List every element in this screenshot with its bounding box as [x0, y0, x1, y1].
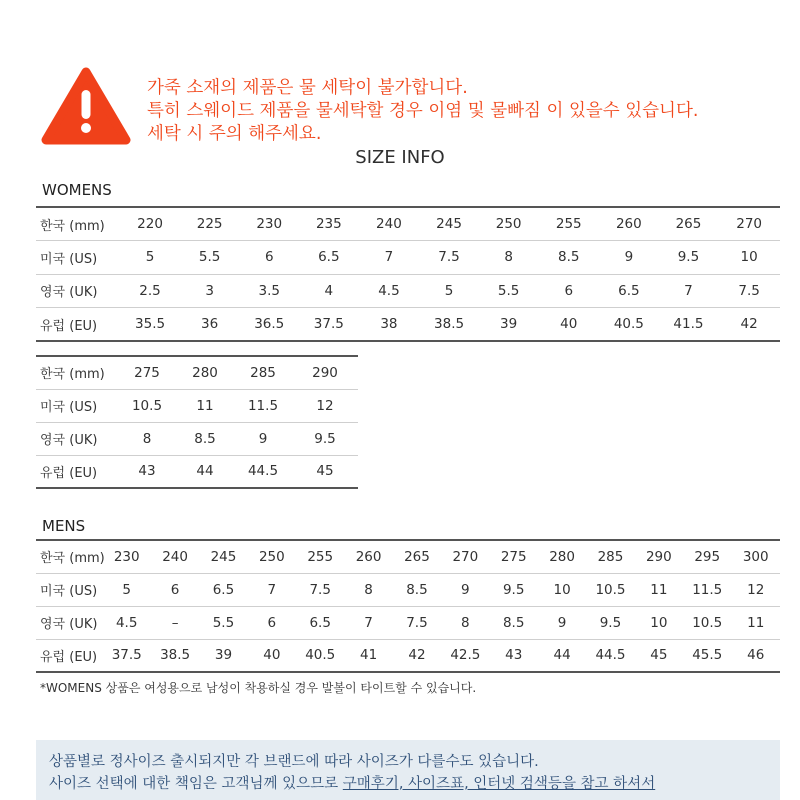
size-cell: 260 [344, 540, 392, 573]
size-cell: 8 [479, 241, 539, 275]
womens-size-table-2 [36, 355, 358, 489]
size-cell: 9 [599, 241, 659, 275]
size-cell: 10.5 [683, 606, 731, 639]
size-cell: 41 [360, 647, 378, 664]
size-cell: 280 [176, 356, 234, 389]
size-cell: 220 [120, 207, 180, 241]
size-row [36, 639, 780, 672]
size-cell: 245 [419, 207, 479, 241]
size-row-header: 한국 (mm) [36, 207, 120, 241]
size-cell: 44 [196, 463, 214, 480]
size-cell: 9.5 [659, 241, 719, 275]
size-cell: 39 [500, 316, 518, 332]
size-cell: 42 [408, 647, 426, 664]
size-row [36, 540, 780, 573]
size-cell: 225 [180, 207, 240, 241]
size-cell: 290 [635, 540, 683, 573]
size-cell: 265 [659, 207, 719, 241]
size-cell: 43 [505, 647, 523, 664]
size-info-title: SIZE INFO [355, 147, 445, 168]
size-cell: 7 [659, 274, 719, 308]
size-cell: 40 [560, 316, 578, 332]
size-cell: 37.5 [111, 647, 142, 664]
size-cell: 6.5 [599, 274, 659, 308]
size-row-header: 영국 (UK) [36, 606, 103, 639]
size-disclaimer-box [36, 740, 780, 800]
size-cell: 12 [292, 389, 358, 422]
size-cell: 8 [344, 573, 392, 606]
size-cell: 39 [214, 647, 233, 664]
size-cell: 265 [393, 540, 441, 573]
size-cell: 11 [176, 389, 234, 422]
size-cell: 35.5 [135, 316, 166, 332]
womens-label: WOMENS [42, 181, 112, 199]
size-cell: 7.5 [718, 274, 780, 308]
size-row-header: 영국 (UK) [36, 274, 120, 308]
size-row [36, 308, 780, 342]
size-cell: 255 [538, 207, 599, 241]
size-cell: 38.5 [160, 647, 191, 664]
size-cell: 9.5 [490, 573, 538, 606]
size-cell: 38.5 [434, 316, 465, 332]
size-row-header: 한국 (mm) [36, 356, 118, 389]
mens-label: MENS [42, 517, 86, 535]
size-cell: 6.5 [296, 606, 344, 639]
size-cell: 285 [234, 356, 292, 389]
size-row-header: 유럽 (EU) [40, 318, 98, 334]
size-cell: 280 [538, 540, 586, 573]
size-cell: 44.5 [247, 463, 279, 480]
size-cell: 5.5 [479, 274, 539, 308]
size-cell: 4 [299, 274, 359, 308]
size-cell: 9 [538, 606, 586, 639]
size-cell: 230 [103, 540, 151, 573]
size-cell: 8 [441, 606, 489, 639]
size-cell: 8 [118, 422, 176, 455]
care-warning [147, 77, 787, 146]
size-cell: 11 [731, 606, 780, 639]
size-cell: 36 [201, 316, 219, 332]
womens-size-table-1 [36, 206, 780, 342]
size-row [36, 356, 358, 389]
size-cell: 250 [479, 207, 539, 241]
size-cell: 9.5 [292, 422, 358, 455]
size-cell: 4.5 [359, 274, 420, 308]
size-cell: 45 [650, 647, 668, 664]
size-cell: 7 [248, 573, 296, 606]
size-cell: 5 [103, 573, 151, 606]
size-cell: 44 [553, 647, 571, 664]
size-cell: 275 [118, 356, 176, 389]
size-cell: 42 [740, 316, 758, 332]
size-cell: 6 [538, 274, 599, 308]
size-cell: 6.5 [199, 573, 247, 606]
size-cell: 7.5 [419, 241, 479, 275]
size-cell: 44.5 [595, 647, 626, 664]
size-cell: 255 [296, 540, 344, 573]
size-cell: 2.5 [120, 274, 180, 308]
disclaimer-line-2 [49, 773, 780, 795]
size-cell: 235 [299, 207, 359, 241]
size-cell: 8.5 [393, 573, 441, 606]
disclaimer-line-2-text: 사이즈 선택에 대한 책임은 고객님께 있으므로 [49, 776, 343, 792]
size-cell: 10 [635, 606, 683, 639]
size-cell: 5 [120, 241, 180, 275]
size-cell: 6 [239, 241, 299, 275]
size-cell: 7.5 [393, 606, 441, 639]
size-cell: 9 [234, 422, 292, 455]
size-row [36, 573, 780, 606]
size-row-header: 미국 (US) [36, 241, 120, 275]
size-cell: 285 [586, 540, 634, 573]
size-row-header: 유럽 (EU) [40, 649, 98, 665]
size-cell: 240 [151, 540, 199, 573]
warning-line-1: 가죽 소재의 제품은 물 세탁이 불가합니다. [147, 78, 468, 98]
size-cell: 40.5 [305, 647, 336, 664]
size-cell: 10.5 [586, 573, 634, 606]
size-cell: 45.5 [692, 647, 723, 664]
size-cell: 6 [151, 573, 199, 606]
size-cell: 290 [292, 356, 358, 389]
disclaimer-line-1: 상품별로 정사이즈 출시되지만 각 브랜드에 따라 사이즈가 다를수도 있습니다. [49, 754, 539, 770]
size-cell: 7 [344, 606, 392, 639]
size-row [36, 455, 358, 488]
disclaimer-reference-link: 구매후기, 사이즈표, 인터넷 검색등을 참고 하셔서 [342, 776, 656, 792]
size-cell: 275 [490, 540, 538, 573]
size-cell: 245 [199, 540, 247, 573]
size-cell: 6 [248, 606, 296, 639]
size-cell: 41.5 [673, 316, 704, 332]
size-cell: 12 [731, 573, 780, 606]
size-cell: 6.5 [299, 241, 359, 275]
mens-size-table [36, 539, 780, 673]
size-cell: 7.5 [296, 573, 344, 606]
size-row-header: 미국 (US) [36, 573, 103, 606]
size-cell: 270 [718, 207, 780, 241]
size-cell: 40.5 [613, 316, 644, 332]
size-cell: 36.5 [254, 316, 285, 332]
size-cell: 11 [635, 573, 683, 606]
size-cell: 3.5 [239, 274, 299, 308]
size-cell: 8.5 [490, 606, 538, 639]
size-cell: 240 [359, 207, 420, 241]
size-cell: 300 [731, 540, 780, 573]
size-cell: 7 [359, 241, 420, 275]
size-cell: 4.5 [103, 606, 151, 639]
size-cell: 295 [683, 540, 731, 573]
size-cell: 3 [180, 274, 240, 308]
size-cell: 10 [718, 241, 780, 275]
warning-line-2: 특히 스웨이드 제품을 물세탁할 경우 이염 및 물빠짐 이 있을수 있습니다. [147, 101, 699, 121]
size-row [36, 389, 358, 422]
size-cell: – [151, 606, 199, 639]
size-cell: 43 [138, 463, 156, 480]
size-cell: 10 [538, 573, 586, 606]
size-cell: 38 [380, 316, 398, 332]
size-cell: 5.5 [199, 606, 247, 639]
size-cell: 260 [599, 207, 659, 241]
size-row [36, 274, 780, 308]
size-cell: 40 [263, 647, 281, 664]
size-cell: 42.5 [450, 647, 481, 664]
size-cell: 230 [239, 207, 299, 241]
size-cell: 9 [441, 573, 489, 606]
womens-fit-note: *WOMENS 상품은 여성용으로 남성이 착용하실 경우 발볼이 타이트할 수 있습니다. [40, 681, 477, 695]
size-cell: 11.5 [234, 389, 292, 422]
size-cell: 250 [248, 540, 296, 573]
size-cell: 45 [316, 463, 334, 480]
size-row-header: 유럽 (EU) [40, 465, 98, 481]
size-cell: 8.5 [176, 422, 234, 455]
size-cell: 270 [441, 540, 489, 573]
size-cell: 10.5 [118, 389, 176, 422]
size-row [36, 422, 358, 455]
size-row-header: 한국 (mm) [36, 540, 103, 573]
warning-line-3: 세탁 시 주의 해주세요. [147, 124, 322, 144]
size-row [36, 207, 780, 241]
size-row [36, 241, 780, 275]
size-cell: 37.5 [313, 316, 344, 332]
warning-triangle-icon [41, 66, 131, 146]
size-cell: 5.5 [180, 241, 240, 275]
size-cell: 5 [419, 274, 479, 308]
size-row [36, 606, 780, 639]
size-row-header: 미국 (US) [36, 389, 118, 422]
size-cell: 8.5 [538, 241, 599, 275]
size-cell: 46 [747, 647, 765, 664]
size-cell: 9.5 [586, 606, 634, 639]
size-cell: 11.5 [683, 573, 731, 606]
size-row-header: 영국 (UK) [36, 422, 118, 455]
